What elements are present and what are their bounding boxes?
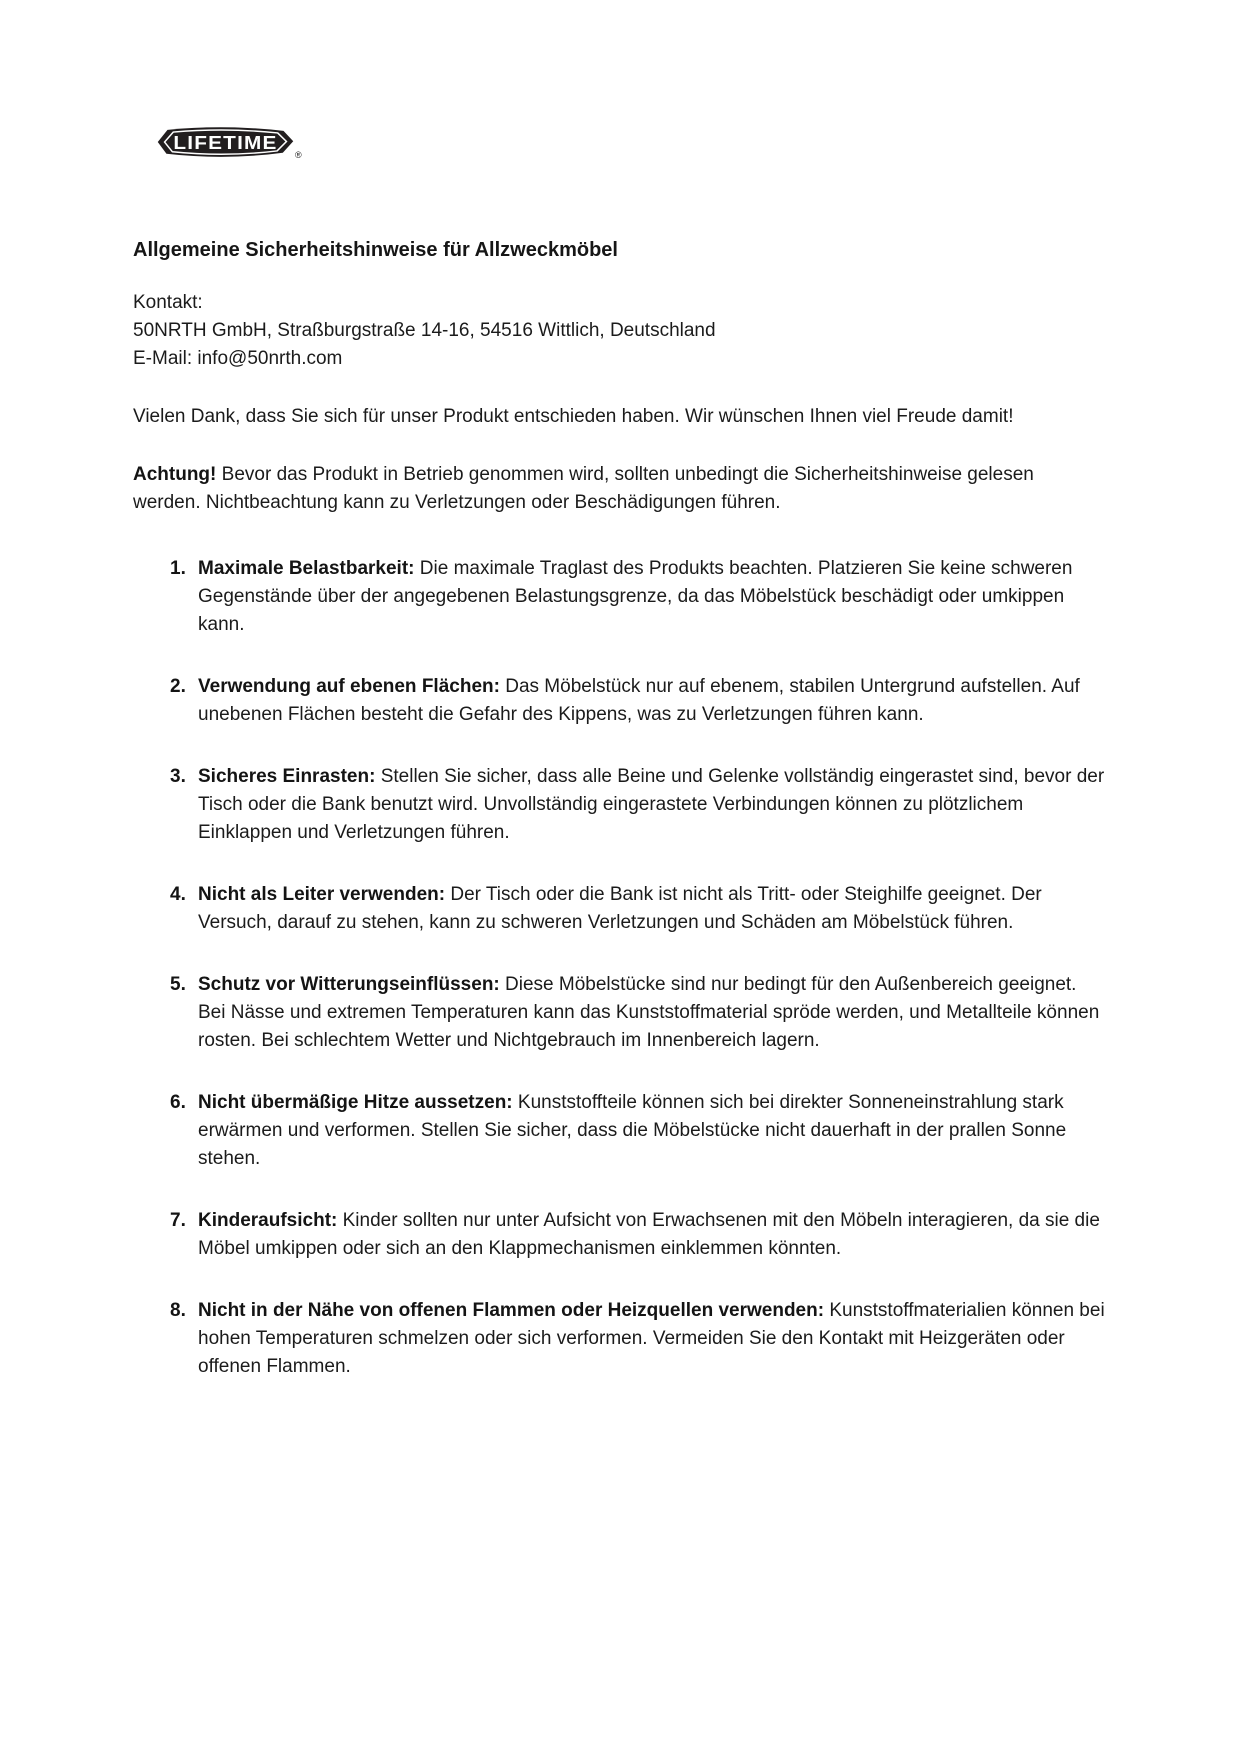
warning-text: Bevor das Produkt in Betrieb genommen wird, sollten unbedingt die Sicherheitshinweise gelesen werden. Nichtbeachtung kann zu Verletzungen oder Beschädigungen führen. [133,464,1034,513]
item-text: Diese Möbelstücke sind nur bedingt für den Außenbereich geeignet. Bei Nässe und extremen Temperaturen kann das Kunststoffmaterial spröde werden, und Metallteile können rosten. Bei schlechtem Wetter und Nichtgebrauch im Innenbereich lagern. [198,974,1100,1051]
item-lead: Sicheres Einrasten: [198,766,376,787]
item-lead: Schutz vor Witterungseinflüssen: [198,974,500,995]
contact-address: 50NRTH GmbH, Straßburgstraße 14-16, 54516 Wittlich, Deutschland [133,320,716,341]
safety-list [133,555,1107,1381]
lifetime-logo [157,126,307,166]
warning-paragraph [133,461,1093,517]
safety-item-8 [133,1297,1107,1381]
item-number: 7. [170,1210,186,1231]
item-number: 1. [170,558,186,579]
intro-paragraph: Vielen Dank, dass Sie sich für unser Produkt entschieden haben. Wir wünschen Ihnen viel Freude damit! [133,406,1014,427]
item-number: 8. [170,1300,186,1321]
item-number: 3. [170,766,186,787]
safety-item-3 [133,763,1107,847]
item-text: Kunststoffteile können sich bei direkter Sonneneinstrahlung stark erwärmen und verformen. Stellen Sie sicher, dass die Möbelstücke nicht dauerhaft in der prallen Sonne stehen. [198,1092,1067,1169]
item-number: 6. [170,1092,186,1113]
safety-item-6 [133,1089,1107,1173]
item-lead: Maximale Belastbarkeit: [198,558,415,579]
item-number: 4. [170,884,186,905]
item-lead: Verwendung auf ebenen Flächen: [198,676,500,697]
item-text: Stellen Sie sicher, dass alle Beine und Gelenke vollständig eingerastet sind, bevor der Tisch oder die Bank benutzt wird. Unvollständig eingerastete Verbindungen können zu plötzlichem Einklappen und Verletzungen führen. [198,766,1105,843]
item-number: 5. [170,974,186,995]
safety-item-7 [133,1207,1107,1263]
lifetime-logo-text: LIFETIME [173,132,278,153]
contact-label: Kontakt: [133,292,203,313]
contact-email: E-Mail: info@50nrth.com [133,348,343,369]
lifetime-logo-badge [157,126,294,159]
item-text: Das Möbelstück nur auf ebenem, stabilen Untergrund aufstellen. Auf unebenen Flächen besteht die Gefahr des Kippens, was zu Verletzungen führen kann. [198,676,1080,725]
item-lead: Nicht in der Nähe von offenen Flammen oder Heizquellen verwenden: [198,1300,825,1321]
item-lead: Nicht als Leiter verwenden: [198,884,446,905]
item-lead: Kinderaufsicht: [198,1210,338,1231]
page-title: Allgemeine Sicherheitshinweise für Allzweckmöbel [133,239,618,261]
registered-trademark-icon: ® [295,150,302,160]
item-text: Kinder sollten nur unter Aufsicht von Erwachsenen mit den Möbeln interagieren, da sie die Möbel umkippen oder sich an den Klappmechanismen einklemmen könnten. [198,1210,1100,1259]
safety-item-5 [133,971,1107,1055]
item-number: 2. [170,676,186,697]
safety-item-2 [133,673,1107,729]
item-lead: Nicht übermäßige Hitze aussetzen: [198,1092,513,1113]
item-text: Der Tisch oder die Bank ist nicht als Tritt- oder Steighilfe geeignet. Der Versuch, darauf zu stehen, kann zu schweren Verletzungen und Schäden am Möbelstück führen. [198,884,1042,933]
safety-item-4 [133,881,1107,937]
warning-lead: Achtung! [133,464,217,485]
item-text: Kunststoffmaterialien können bei hohen Temperaturen schmelzen oder sich verformen. Vermeiden Sie den Kontakt mit Heizgeräten oder offenen Flammen. [198,1300,1105,1377]
contact-block [133,289,1107,373]
safety-item-1 [133,555,1107,639]
item-text: Die maximale Traglast des Produkts beachten. Platzieren Sie keine schweren Gegenstände über der angegebenen Belastungsgrenze, da das Möbelstück beschädigt oder umkippen kann. [198,558,1073,635]
